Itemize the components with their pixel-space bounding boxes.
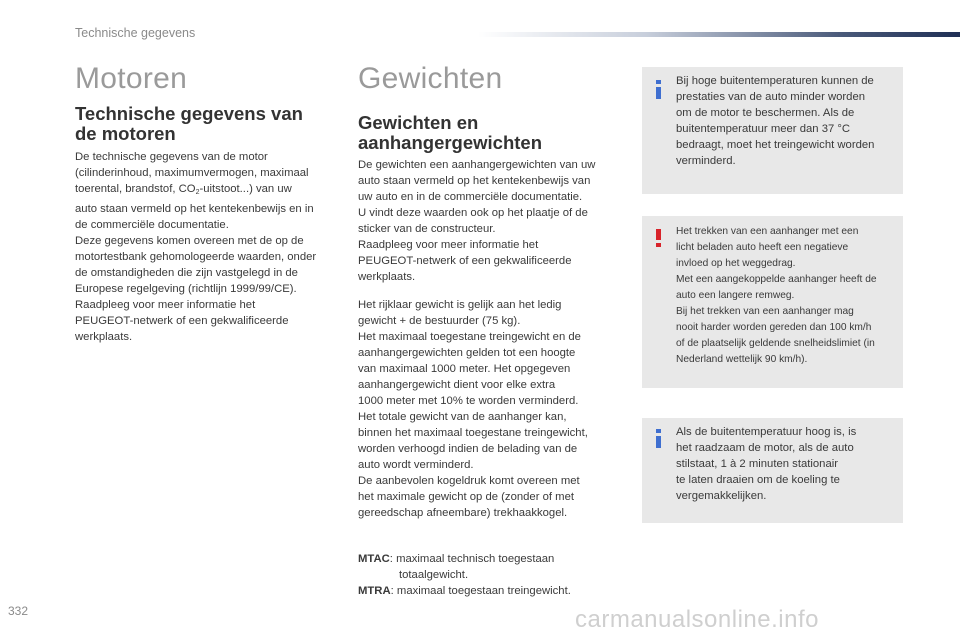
text-line: Nederland wettelijk 90 km/h). (676, 354, 808, 365)
abbreviation-mtra (358, 583, 628, 599)
subscript-2: 2 (195, 189, 200, 196)
page-number: 332 (8, 604, 29, 618)
abbreviation-mtac (358, 551, 628, 567)
text-line: nooit harder worden gereden dan 100 km/h (676, 322, 872, 333)
text-line (75, 181, 345, 201)
text-line: auto wordt verminderd. (358, 459, 474, 471)
info-icon (656, 429, 662, 448)
text-line: buitentemperatuur meer dan 37 °C (676, 123, 851, 135)
text-line: vergemakkelijken. (676, 490, 767, 502)
text-line: aanhangergewichten gelden tot een hoogte (358, 347, 576, 359)
gewichten-subtitle-line: Gewichten en (358, 112, 479, 133)
text-line: auto staan vermeld op het kentekenbewijs van (358, 175, 591, 187)
text-line: Als de buitentemperatuur hoog is, is (676, 426, 857, 438)
watermark: carmanualsonline.info (575, 606, 819, 633)
abbreviation-definition: : maximaal toegestaan treingewicht. (390, 585, 571, 597)
text-line: werkplaats. (358, 271, 416, 283)
info-box-heat-text (676, 73, 898, 169)
warning-icon (656, 229, 662, 247)
text-line: binnen het maximaal toegestane treingewicht, (358, 427, 588, 439)
text-line: De technische gegevens van de motor (75, 151, 268, 163)
warning-box-towing (642, 216, 903, 388)
gewichten-title: Gewichten (358, 62, 503, 95)
text-line: worden verhoogd indien de belading van de (358, 443, 578, 455)
text-line: prestaties van de auto minder worden (676, 91, 866, 103)
text-line: Deze gegevens komen overeen met de op de (75, 235, 304, 247)
gewichten-paragraph-1 (358, 157, 628, 285)
abbreviation-term: MTRA (358, 585, 391, 597)
text-line: uw auto en in de commerciële documentatie. (358, 191, 583, 203)
header-gradient-bar (478, 32, 960, 37)
text-line: aanhangergewicht dient voor elke extra (358, 379, 556, 391)
text-line: invloed op het weggedrag. (676, 258, 796, 269)
text-line: gewicht + de bestuurder (75 kg). (358, 315, 521, 327)
motoren-subtitle (75, 104, 303, 144)
text-line: de commerciële documentatie. (75, 219, 229, 231)
abbreviation-definition: : maximaal technisch toegestaan (389, 553, 555, 565)
text-line: PEUGEOT-netwerk of een gekwalificeerde (75, 315, 289, 327)
text-line: Met een aangekoppelde aanhanger heeft de (676, 274, 877, 285)
text-fragment: toerental, brandstof, CO (75, 183, 196, 195)
info-box-idle-text (676, 424, 898, 504)
text-line: Het maximaal toegestane treingewicht en de (358, 331, 581, 343)
text-line: Raadpleeg voor meer informatie het (75, 299, 256, 311)
text-line: Bij het trekken van een aanhanger mag (676, 306, 854, 317)
abbreviation-definition-cont: totaalgewicht. (399, 569, 469, 581)
text-line: sticker van de constructeur. (358, 223, 496, 235)
abbreviation-term: MTAC (358, 553, 390, 565)
text-line: om de motor te beschermen. Als de (676, 107, 855, 119)
text-line: gereedschap afneembare) trekhaakkogel. (358, 507, 568, 519)
text-line: Europese regelgeving (richtlijn 1999/99/CE). (75, 283, 297, 295)
text-line: of de plaatselijk geldende snelheidslimiet (in (676, 338, 875, 349)
text-line: stilstaat, 1 à 2 minuten stationair (676, 458, 839, 470)
text-line: Bij hoge buitentemperaturen kunnen de (676, 75, 874, 87)
text-line: Het trekken van een aanhanger met een (676, 226, 859, 237)
abbreviations-list (358, 551, 628, 599)
text-line: te laten draaien om de koeling te (676, 474, 840, 486)
text-line: Het rijklaar gewicht is gelijk aan het ledig (358, 299, 562, 311)
motoren-subtitle-line: Technische gegevens van (75, 103, 303, 124)
text-line: het raadzaam de motor, als de auto (676, 442, 854, 454)
motoren-title: Motoren (75, 62, 188, 95)
text-line: Raadpleeg voor meer informatie het (358, 239, 539, 251)
text-line: Het totale gewicht van de aanhanger kan, (358, 411, 567, 423)
text-line: bedraagt, moet het treingewicht worden (676, 139, 875, 151)
section-header-label: Technische gegevens (75, 26, 196, 40)
gewichten-paragraph-2 (358, 297, 628, 521)
gewichten-subtitle-line: aanhangergewichten (358, 132, 543, 153)
text-line: 1000 meter met 10% te worden verminderd. (358, 395, 579, 407)
info-icon (656, 80, 662, 99)
text-line: de omstandigheden die zijn vastgelegd in de (75, 267, 298, 279)
text-line: licht beladen auto heeft een negatieve (676, 242, 849, 253)
gewichten-subtitle (358, 113, 542, 153)
text-line: auto staan vermeld op het kentekenbewijs en in (75, 203, 314, 215)
text-line: motortestbank gehomologeerde waarden, onder (75, 251, 317, 263)
text-line: auto een langere remweg. (676, 290, 795, 301)
text-line: (cilinderinhoud, maximumvermogen, maximaal (75, 167, 309, 179)
text-fragment: -uitstoot...) van uw (199, 183, 292, 195)
text-line: De aanbevolen kogeldruk komt overeen met (358, 475, 580, 487)
text-line: verminderd. (676, 155, 736, 167)
text-line: PEUGEOT-netwerk of een gekwalificeerde (358, 255, 572, 267)
text-line: van maximaal 1000 meter. Het opgegeven (358, 363, 571, 375)
motoren-body (75, 149, 345, 345)
text-line: U vindt deze waarden ook op het plaatje of de (358, 207, 588, 219)
motoren-subtitle-line: de motoren (75, 123, 176, 144)
text-line: werkplaats. (75, 331, 133, 343)
text-line: het maximale gewicht op de (zonder of met (358, 491, 575, 503)
warning-box-towing-text (676, 224, 900, 368)
info-box-heat (642, 67, 903, 194)
text-line: De gewichten een aanhangergewichten van uw (358, 159, 596, 171)
info-box-idle (642, 418, 903, 523)
